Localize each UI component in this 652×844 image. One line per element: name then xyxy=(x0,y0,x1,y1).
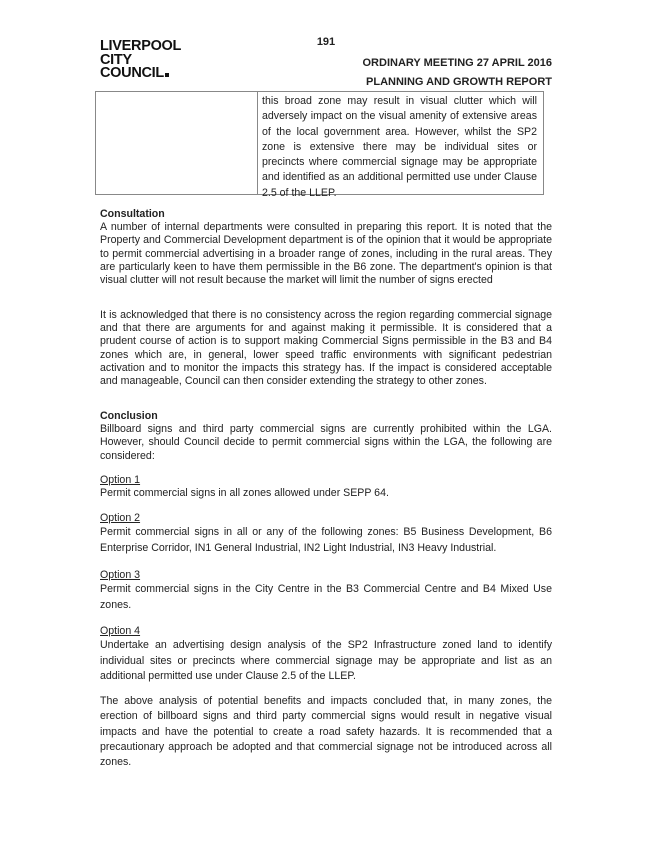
option-3-title: Option 3 xyxy=(100,569,141,581)
logo-line-3: COUNCIL xyxy=(100,67,181,81)
logo-line-1: LIVERPOOL xyxy=(100,38,182,54)
option-2-text: Permit commercial signs in all or any of the following zones: B5 Business Development, B6 Enterprise Corridor, IN1 General Industrial, IN2 Light Industrial, IN3 Heavy Industrial. xyxy=(100,526,552,554)
table-continuation xyxy=(95,91,544,199)
consultation-paragraph-2-block xyxy=(100,309,552,388)
consultation-paragraph-1: A number of internal departments were consulted in preparing this report. It is noted that the Property and Commercial Development department is of the opinion that it would be appropriate to permit commercial advertising in a broader range of zones, including in the rural areas. They are particularly keen to have them permissible in the B6 zone. The department's opinion is that visual clutter will not result because the market will limit the number of signs erected xyxy=(100,221,552,287)
option-1-text: Permit commercial signs in all zones allowed under SEPP 64. xyxy=(100,487,389,500)
option-1 xyxy=(100,474,552,500)
logo-line-2: CITY xyxy=(100,51,132,68)
closing-paragraph: The above analysis of potential benefits and impacts concluded that, in many zones, the erection of billboard signs and third party commercial signs would result in negative visual impacts and have the potential to create a road safety hazards. It is recommended that a precautionary approach be adopted and that commercial signage not be introduced across all zones. xyxy=(100,695,552,769)
report-title: PLANNING AND GROWTH REPORT xyxy=(366,76,552,88)
meeting-title: ORDINARY MEETING 27 APRIL 2016 xyxy=(362,57,552,69)
conclusion-section xyxy=(100,410,552,463)
page-number: 191 xyxy=(316,36,336,48)
option-3 xyxy=(100,569,552,613)
conclusion-intro: Billboard signs and third party commercial signs are currently prohibited within the LGA. However, should Council decide to permit commercial signs within the LGA, the following are considered: xyxy=(100,423,552,462)
option-2-title: Option 2 xyxy=(100,512,141,524)
logo-dot-icon xyxy=(165,73,169,77)
table-column-divider xyxy=(257,92,258,194)
option-4-title: Option 4 xyxy=(100,625,141,637)
consultation-paragraph-2: It is acknowledged that there is no consistency across the region regarding commercial signage and that there are arguments for and against making it permissible. It is considered that a prudent course of action is to support making Commercial Signs permissible in the B3 and B4 zones which are, in general, lower speed traffic environments with significant pedestrian activation and to monitor the impacts this strategy has. If the impact is considered acceptable and manageable, Council can then consider extending the strategy to other zones. xyxy=(100,309,552,388)
closing-paragraph-block xyxy=(100,694,552,770)
option-3-text: Permit commercial signs in the City Centre in the B3 Commercial Centre and B4 Mixed Use zones. xyxy=(100,583,552,611)
option-2 xyxy=(100,512,552,556)
report-header xyxy=(363,54,553,92)
council-logo xyxy=(100,40,181,81)
option-4-text: Undertake an advertising design analysis of the SP2 Infrastructure zoned land to identify individual sites or precincts where commercial signage may be appropriate and list as an additional permitted use under Clause 2.5 of the LLEP. xyxy=(100,639,552,682)
conclusion-heading: Conclusion xyxy=(100,410,158,422)
consultation-section xyxy=(100,208,552,287)
option-4 xyxy=(100,625,552,684)
table-cell-text: this broad zone may result in visual clutter which will adversely impact on the visual amenity of extensive areas of the local government area. However, whilst the SP2 zone is extensive there may be individual sites or precincts where commercial signage may be appropriate and identified as an additional permitted use under Clause 2.5 of the LLEP. xyxy=(262,95,537,199)
consultation-heading: Consultation xyxy=(100,208,165,220)
option-1-title: Option 1 xyxy=(100,474,141,486)
